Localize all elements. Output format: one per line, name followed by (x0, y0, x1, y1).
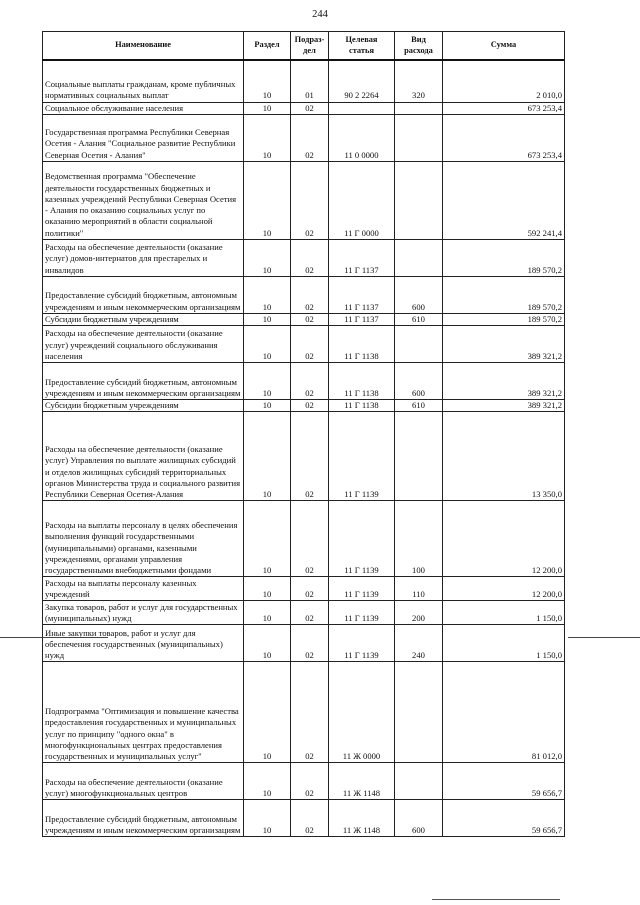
cell-name: Расходы на выплаты персоналу в целях обеспечения выполнения функций государственными (муниципальными) органами, казенными учреждениями, органами управления государственными внебюджетными фондами (43, 501, 244, 577)
table-row (43, 362, 565, 399)
cell-name: Предоставление субсидий бюджетным, автономным учреждениям и иным некоммерческим организациям (43, 362, 244, 399)
cell-subsection: 02 (291, 501, 329, 577)
cell-name: Государственная программа Республики Северная Осетия - Алания "Социальное развитие Республики Северная Осетия - Алания" (43, 114, 244, 161)
cell-sum: 13 350,0 (443, 412, 565, 501)
cell-subsection: 01 (291, 60, 329, 102)
cell-sum: 1 150,0 (443, 625, 565, 662)
cell-name: Расходы на обеспечение деятельности (оказание услуг) многофункциональных центров (43, 763, 244, 800)
cell-name: Расходы на обеспечение деятельности (оказание услуг) учреждений социального обслуживания населения (43, 325, 244, 362)
header-section: Раздел (244, 32, 291, 61)
cell-target (329, 102, 395, 114)
cell-sum: 12 200,0 (443, 501, 565, 577)
cell-section: 10 (244, 601, 291, 625)
cell-section: 10 (244, 399, 291, 411)
cell-sum: 389 321,2 (443, 362, 565, 399)
cell-subsection: 02 (291, 399, 329, 411)
table-row (43, 313, 565, 325)
header-type: Вид расхода (395, 32, 443, 61)
left-margin-rule (0, 637, 108, 638)
cell-target: 90 2 2264 (329, 60, 395, 102)
cell-type (395, 662, 443, 763)
table-row (43, 325, 565, 362)
cell-section: 10 (244, 239, 291, 276)
cell-section: 10 (244, 325, 291, 362)
cell-section: 10 (244, 577, 291, 601)
cell-name: Расходы на выплаты персоналу казенных учреждений (43, 577, 244, 601)
cell-name: Закупка товаров, работ и услуг для государственных (муниципальных) нужд (43, 601, 244, 625)
cell-target: 11 Г 1138 (329, 325, 395, 362)
cell-type: 200 (395, 601, 443, 625)
cell-section: 10 (244, 800, 291, 837)
cell-sum: 189 570,2 (443, 276, 565, 313)
table-row (43, 625, 565, 662)
cell-target: 11 Г 1137 (329, 313, 395, 325)
cell-target: 11 Ж 0000 (329, 662, 395, 763)
cell-sum: 673 253,4 (443, 102, 565, 114)
cell-subsection: 02 (291, 800, 329, 837)
table-row (43, 102, 565, 114)
table-row (43, 501, 565, 577)
cell-subsection: 02 (291, 276, 329, 313)
cell-name: Ведомственная программа "Обеспечение деятельности государственных бюджетных и казенных учреждений Республики Северная Осетия - Алания по оказанию социальных услуг по оказанию мероприятий в области социальной политики" (43, 161, 244, 239)
cell-target: 11 Г 1137 (329, 276, 395, 313)
cell-sum: 189 570,2 (443, 239, 565, 276)
cell-sum: 1 150,0 (443, 601, 565, 625)
cell-section: 10 (244, 60, 291, 102)
cell-section: 10 (244, 763, 291, 800)
cell-subsection: 02 (291, 362, 329, 399)
cell-target: 11 Г 1137 (329, 239, 395, 276)
cell-sum: 389 321,2 (443, 399, 565, 411)
cell-type (395, 763, 443, 800)
cell-type: 240 (395, 625, 443, 662)
cell-name: Расходы на обеспечение деятельности (оказание услуг) Управления по выплате жилищных субсидий и отделов жилищных субсидий территориальных органов Министерства труда и социального развития Республики Северная Осетия-Алания (43, 412, 244, 501)
cell-name: Иные закупки товаров, работ и услуг для обеспечения государственных (муниципальных) нужд (43, 625, 244, 662)
cell-sum: 59 656,7 (443, 763, 565, 800)
cell-target: 11 Г 1139 (329, 577, 395, 601)
cell-section: 10 (244, 362, 291, 399)
cell-name: Предоставление субсидий бюджетным, автономным учреждениям и иным некоммерческим организациям (43, 276, 244, 313)
cell-subsection: 02 (291, 763, 329, 800)
cell-sum: 81 012,0 (443, 662, 565, 763)
table-row (43, 662, 565, 763)
cell-name: Субсидии бюджетным учреждениям (43, 313, 244, 325)
cell-name: Социальное обслуживание населения (43, 102, 244, 114)
cell-type (395, 114, 443, 161)
page-number: 244 (312, 9, 328, 20)
cell-name: Субсидии бюджетным учреждениям (43, 399, 244, 411)
cell-section: 10 (244, 102, 291, 114)
cell-name: Предоставление субсидий бюджетным, автономным учреждениям и иным некоммерческим организациям (43, 800, 244, 837)
cell-sum: 673 253,4 (443, 114, 565, 161)
cell-subsection: 02 (291, 412, 329, 501)
cell-subsection: 02 (291, 114, 329, 161)
cell-target: 11 Ж 1148 (329, 763, 395, 800)
table-row (43, 161, 565, 239)
cell-type: 600 (395, 276, 443, 313)
cell-type: 100 (395, 501, 443, 577)
cell-target: 11 Г 1138 (329, 399, 395, 411)
cell-subsection: 02 (291, 161, 329, 239)
cell-section: 10 (244, 625, 291, 662)
cell-subsection: 02 (291, 625, 329, 662)
table-row (43, 577, 565, 601)
cell-section: 10 (244, 313, 291, 325)
cell-target: 11 Г 1139 (329, 625, 395, 662)
cell-type: 610 (395, 313, 443, 325)
cell-section: 10 (244, 662, 291, 763)
header-name: Наименование (43, 32, 244, 61)
bottom-rule (432, 899, 560, 900)
cell-section: 10 (244, 276, 291, 313)
cell-subsection: 02 (291, 325, 329, 362)
cell-target: 11 Г 1139 (329, 601, 395, 625)
cell-section: 10 (244, 161, 291, 239)
cell-subsection: 02 (291, 662, 329, 763)
cell-name: Подпрограмма "Оптимизация и повышение качества предоставления государственных и муниципальных услуг по принципу "одного окна" в многофункциональных центрах предоставления государственных и муниципальных услуг" (43, 662, 244, 763)
header-sum: Сумма (443, 32, 565, 61)
cell-target: 11 Г 1139 (329, 501, 395, 577)
cell-subsection: 02 (291, 577, 329, 601)
right-margin-rule (568, 637, 640, 638)
budget-table (42, 31, 565, 837)
cell-name: Расходы на обеспечение деятельности (оказание услуг) домов-интернатов для престарелых и инвалидов (43, 239, 244, 276)
cell-type: 110 (395, 577, 443, 601)
cell-subsection: 02 (291, 601, 329, 625)
cell-target: 11 0 0000 (329, 114, 395, 161)
cell-section: 10 (244, 501, 291, 577)
cell-type: 600 (395, 800, 443, 837)
cell-type (395, 161, 443, 239)
cell-subsection: 02 (291, 239, 329, 276)
cell-sum: 592 241,4 (443, 161, 565, 239)
cell-type (395, 412, 443, 501)
cell-subsection: 02 (291, 313, 329, 325)
cell-target: 11 Г 0000 (329, 161, 395, 239)
table-row (43, 800, 565, 837)
cell-type (395, 239, 443, 276)
cell-target: 11 Г 1139 (329, 412, 395, 501)
cell-sum: 59 656,7 (443, 800, 565, 837)
table-row (43, 60, 565, 102)
cell-type: 610 (395, 399, 443, 411)
cell-subsection: 02 (291, 102, 329, 114)
table-row (43, 114, 565, 161)
cell-section: 10 (244, 114, 291, 161)
cell-type (395, 325, 443, 362)
header-subsection: Подраз- дел (291, 32, 329, 61)
table-row (43, 239, 565, 276)
table-row (43, 399, 565, 411)
table-header-row (43, 32, 565, 61)
cell-target: 11 Ж 1148 (329, 800, 395, 837)
cell-sum: 12 200,0 (443, 577, 565, 601)
cell-type (395, 102, 443, 114)
table-row (43, 412, 565, 501)
cell-target: 11 Г 1138 (329, 362, 395, 399)
table-row (43, 601, 565, 625)
header-target: Целевая статья (329, 32, 395, 61)
table-row (43, 763, 565, 800)
table-row (43, 276, 565, 313)
cell-section: 10 (244, 412, 291, 501)
cell-type: 320 (395, 60, 443, 102)
cell-name: Социальные выплаты гражданам, кроме публичных нормативных социальных выплат (43, 60, 244, 102)
cell-sum: 189 570,2 (443, 313, 565, 325)
cell-type: 600 (395, 362, 443, 399)
cell-sum: 389 321,2 (443, 325, 565, 362)
cell-sum: 2 010,0 (443, 60, 565, 102)
